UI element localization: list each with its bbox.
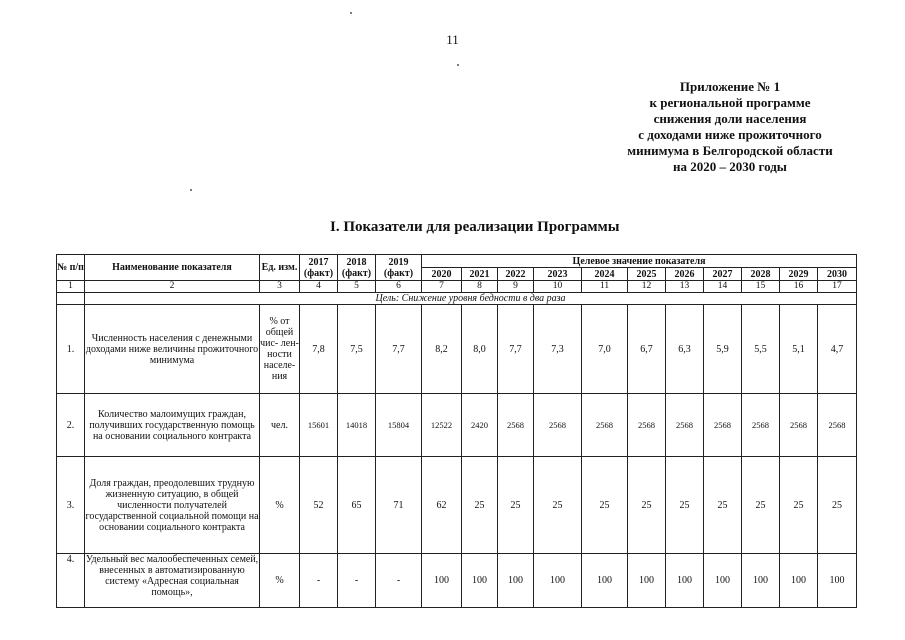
value-cell: 100: [462, 554, 498, 608]
value-cell: 8,2: [422, 305, 462, 394]
value-cell: 7,7: [376, 305, 422, 394]
value-cell: 25: [582, 457, 628, 554]
section-title: I. Показатели для реализации Программы: [330, 219, 620, 235]
value-cell: 7,5: [338, 305, 376, 394]
column-number: 6: [376, 281, 422, 293]
header-year: 2027: [704, 268, 742, 281]
header-2019: 2019 (факт): [376, 255, 422, 281]
value-cell: 7,0: [582, 305, 628, 394]
unit-cell: % от общей чис- лен- ности населе- ния: [260, 305, 300, 394]
appendix-line: с доходами ниже прожиточного: [638, 127, 822, 142]
header-year: 2026: [666, 268, 704, 281]
header-name: Наименование показателя: [85, 255, 260, 281]
value-cell: 2420: [462, 394, 498, 457]
value-cell: 4,7: [818, 305, 857, 394]
value-cell: 2568: [818, 394, 857, 457]
appendix-line: минимума в Белгородской области: [627, 143, 833, 158]
appendix-line: Приложение № 1: [679, 79, 781, 94]
value-cell: 100: [818, 554, 857, 608]
value-cell: 71: [376, 457, 422, 554]
value-cell: 25: [628, 457, 666, 554]
column-number: 14: [704, 281, 742, 293]
appendix-line: на 2020 – 2030 годы: [673, 159, 787, 174]
value-cell: 2568: [534, 394, 582, 457]
value-cell: 25: [818, 457, 857, 554]
value-cell: 7,8: [300, 305, 338, 394]
column-number: 2: [85, 281, 260, 293]
header-unit: Ед. изм.: [260, 255, 300, 281]
header-year: 2022: [498, 268, 534, 281]
unit-cell: чел.: [260, 394, 300, 457]
column-number: 13: [666, 281, 704, 293]
value-cell: 12522: [422, 394, 462, 457]
value-cell: 2568: [628, 394, 666, 457]
header-year: 2028: [742, 268, 780, 281]
value-cell: 15601: [300, 394, 338, 457]
indicators-table: [56, 254, 857, 608]
value-cell: 100: [534, 554, 582, 608]
scan-speck: [350, 12, 352, 14]
header-year: 2029: [780, 268, 818, 281]
value-cell: 25: [704, 457, 742, 554]
header-target: Целевое значение показателя: [422, 255, 857, 268]
indicator-name: Удельный вес малообеспеченных семей, внесенных в автоматизированную систему «Адресная социальная помощь»,: [85, 554, 260, 608]
value-cell: 5,9: [704, 305, 742, 394]
value-cell: 52: [300, 457, 338, 554]
header-year: 2025: [628, 268, 666, 281]
value-cell: 62: [422, 457, 462, 554]
value-cell: 25: [666, 457, 704, 554]
value-cell: 15804: [376, 394, 422, 457]
value-cell: 2568: [666, 394, 704, 457]
value-cell: 8,0: [462, 305, 498, 394]
value-cell: 100: [742, 554, 780, 608]
value-cell: 5,1: [780, 305, 818, 394]
value-cell: 100: [666, 554, 704, 608]
header-year: 2021: [462, 268, 498, 281]
header-2017: 2017 (факт): [300, 255, 338, 281]
indicator-name: Численность населения с денежными доходами ниже величины прожиточного минимума: [85, 305, 260, 394]
indicator-name: Количество малоимущих граждан, получивших государственную помощь на основании социального контракта: [85, 394, 260, 457]
goal-row: [57, 293, 857, 305]
appendix-line: к региональной программе: [649, 95, 811, 110]
column-number: 12: [628, 281, 666, 293]
value-cell: 2568: [704, 394, 742, 457]
column-number: 17: [818, 281, 857, 293]
column-number: 4: [300, 281, 338, 293]
scan-speck: [190, 189, 192, 191]
table-row: [57, 394, 857, 457]
unit-cell: %: [260, 554, 300, 608]
value-cell: 2568: [582, 394, 628, 457]
indicator-name: Доля граждан, преодолевших трудную жизненную ситуацию, в общей численности получателей государственной социальной помощи на основании социального контракта: [85, 457, 260, 554]
value-cell: 2568: [742, 394, 780, 457]
row-index: 1.: [57, 305, 85, 394]
header-year: 2020: [422, 268, 462, 281]
value-cell: 100: [628, 554, 666, 608]
value-cell: 25: [780, 457, 818, 554]
page-number: 11: [446, 32, 459, 47]
row-index: 4.: [57, 554, 85, 608]
appendix-header: [560, 79, 900, 175]
column-number: 16: [780, 281, 818, 293]
value-cell: 65: [338, 457, 376, 554]
column-number: 7: [422, 281, 462, 293]
value-cell: 7,3: [534, 305, 582, 394]
value-cell: 100: [582, 554, 628, 608]
value-cell: 100: [422, 554, 462, 608]
value-cell: 6,7: [628, 305, 666, 394]
table-row: [57, 554, 857, 608]
header-year: 2023: [534, 268, 582, 281]
value-cell: 5,5: [742, 305, 780, 394]
column-number: 5: [338, 281, 376, 293]
value-cell: 100: [780, 554, 818, 608]
scan-speck: [457, 64, 459, 66]
value-cell: 25: [462, 457, 498, 554]
value-cell: 25: [534, 457, 582, 554]
value-cell: 100: [498, 554, 534, 608]
goal-text: Цель: Снижение уровня бедности в два раза: [85, 293, 857, 305]
table-row: [57, 305, 857, 394]
value-cell: 6,3: [666, 305, 704, 394]
column-number: 9: [498, 281, 534, 293]
value-cell: -: [338, 554, 376, 608]
header-2018: 2018 (факт): [338, 255, 376, 281]
value-cell: 14018: [338, 394, 376, 457]
column-number: 3: [260, 281, 300, 293]
value-cell: 100: [704, 554, 742, 608]
header-year: 2024: [582, 268, 628, 281]
unit-cell: %: [260, 457, 300, 554]
column-number: 8: [462, 281, 498, 293]
value-cell: 25: [742, 457, 780, 554]
value-cell: 2568: [780, 394, 818, 457]
header-idx: № п/п: [57, 255, 85, 281]
value-cell: 7,7: [498, 305, 534, 394]
column-number: 11: [582, 281, 628, 293]
value-cell: -: [300, 554, 338, 608]
column-number: 10: [534, 281, 582, 293]
value-cell: 2568: [498, 394, 534, 457]
column-number-row: [57, 281, 857, 293]
header-year: 2030: [818, 268, 857, 281]
row-index: 3.: [57, 457, 85, 554]
column-number: 15: [742, 281, 780, 293]
table-row: [57, 457, 857, 554]
value-cell: 25: [498, 457, 534, 554]
value-cell: -: [376, 554, 422, 608]
row-index: 2.: [57, 394, 85, 457]
column-number: 1: [57, 281, 85, 293]
appendix-line: снижения доли населения: [653, 111, 807, 126]
